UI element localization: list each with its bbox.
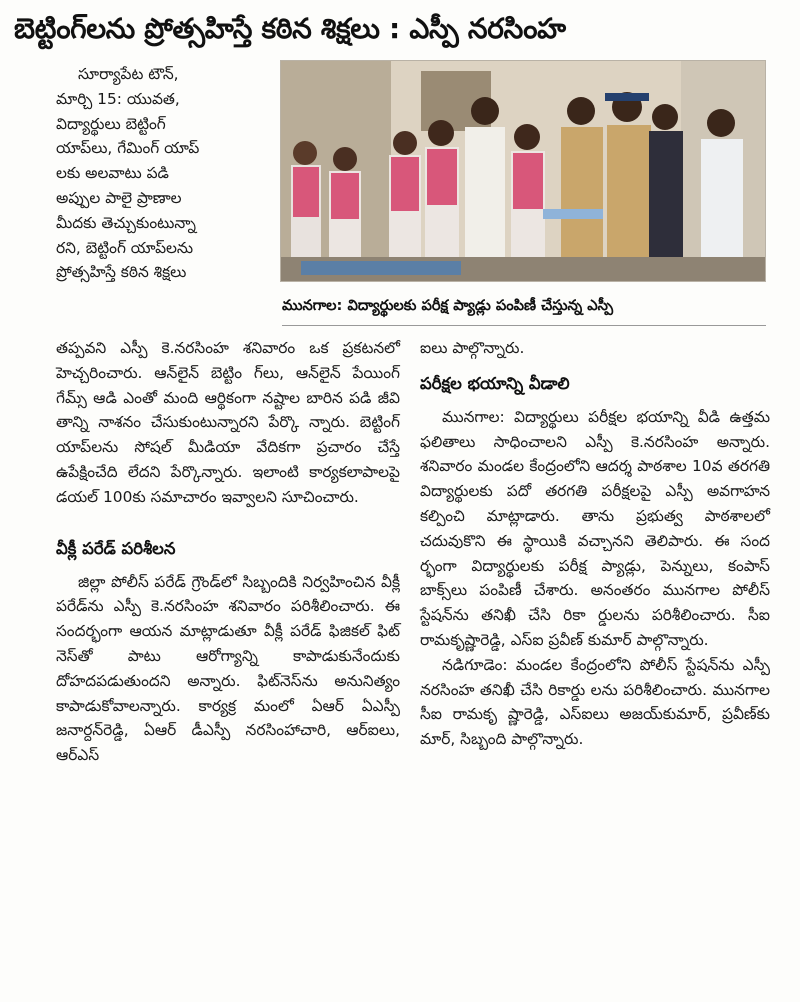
news-photo: [280, 60, 766, 282]
left-column: [56, 336, 400, 768]
story2-body: జిల్లా పోలీస్ పరేడ్ గ్రౌండ్‌లో సిబ్బందికి నిర్వహించిన వీక్లీ పరేడ్‌ను ఎస్పీ కె.నరసింహ శనివారం పరిశీలించారు. ఈ సందర్భంగా ఆయన మాట్లాడుతూ వీక్లీ పరేడ్ ఫిజికల్ ఫిట్ నెస్‌తో పాటు ఆరోగ్యాన్ని కాపాడుకునేందుకు దోహదపడుతుందని అన్నారు. ఫిట్‌నెస్‌ను అనునిత్యం కాపాడుకోవాలన్నారు. కార్యక్ర మంలో ఏఆర్ ఏఎస్పీ జనార్దన్‌రెడ్డి, ఏఆర్ డీఎస్పీ నరసింహాచారి, ఆర్‌ఐలు, ఆర్ఎస్: [56, 572, 400, 765]
story1-line: యాప్‌లు, గేమింగ్ యాప్: [56, 139, 200, 158]
story2-continued: ఐలు పాల్గొన్నారు.: [420, 339, 525, 357]
story3-title: పరీక్షల భయాన్ని వీడాలి: [420, 373, 570, 393]
story3-para-2: నడిగూడెం: మండల కేంద్రంలోని పోలీస్ స్టేషన్‌ను ఎస్పీ నరసింహ తనిఖీ చేసి రికార్డు లను పరిశీలించారు. మునగాల సీఐ రామకృ ష్ణారెడ్డి, ఎస్ఐలు అజయ్‌కుమార్, ప్రవీణ్‌కు మార్, సిబ్బంది పాల్గొన్నారు.: [420, 655, 770, 749]
story1-line: మార్చి 15: యువత,: [56, 89, 180, 108]
story1-line: సూర్యాపేట టౌన్,: [78, 65, 179, 83]
story2-title: వీక్లీ పరేడ్ పరిశీలన: [56, 538, 176, 558]
photo-caption: మునగాల: విద్యార్థులకు పరీక్ష ప్యాడ్లు పంపిణీ చేస్తున్న ఎస్పీ: [282, 286, 766, 326]
story1-body: తప్పవని ఎస్పీ కె.నరసింహ శనివారం ఒక ప్రకటనలో హెచ్చరించారు. ఆన్‌లైన్ బెట్టిం గ్‌లు, ఆన్‌లైన్ పేయింగ్ గేమ్స్ ఆడి ఎంతో మంది ఆర్థికంగా నష్టాల బారిన పడి జీవి తాన్ని నాశనం చేసుకుంటున్నారని పేర్కొ న్నారు. బెట్టింగ్ యాప్‌లను సోషల్ మీడియా వేదికగా ప్రచారం చేస్తే ఉపేక్షించేది లేదని పేర్కొన్నారు. ఇలాంటి కార్యకలాపాలపై డయల్ 100కు సమాచారం ఇవ్వాలని సూచించారు.: [56, 339, 400, 506]
story1-line: విద్యార్థులు బెట్టింగ్: [56, 114, 166, 133]
story1-line: రని, బెట్టింగ్ యాప్‌లను: [56, 238, 194, 257]
story1-line: లకు అలవాటు పడి: [56, 164, 169, 183]
story1-line: అప్పుల పాలై ప్రాణాల: [56, 188, 182, 207]
story1-line: మీదకు తెచ్చుకుంటున్నా: [56, 213, 196, 232]
right-column: [420, 336, 770, 752]
story3-para-1: మునగాల: విద్యార్థులు పరీక్షల భయాన్ని వీడి ఉత్తమ ఫలితాలు సాధించాలని ఎస్పీ కె.నరసింహ అన్నారు. శనివారం మండల కేంద్రంలోని ఆదర్శ పాఠశాల 10వ తరగతి విద్యార్థులకు పదో తరగతి పరీక్షలపై ఎస్పీ అవగాహన కల్పించి మాట్లాడారు. తాను ప్రభుత్వ పాఠశాలలో చదువుకొని ఈ స్థాయికి వచ్చానని తెలిపారు. ఈ సంద ర్భంగా విద్యార్థులకు పరీక్ష ప్యాడ్లు, పెన్నులు, కంపాస్ బాక్స్‌లు పంపిణీ చేశారు. అనంతరం మునగాల పోలీస్ స్టేషన్‌ను తనిఖీ చేసి రికా ర్డులను పరిశీలించారు. సీఐ రామకృష్ణారెడ్డి, ఎస్ఐ ప్రవీణ్ కుమార్ పాల్గొన్నారు.: [420, 407, 770, 649]
news-photo-illustration: [281, 61, 766, 282]
headline: బెట్టింగ్‌లను ప్రోత్సహిస్తే కఠిన శిక్షలు : ఎస్పీ నరసింహ: [14, 12, 566, 45]
story1-line: ప్రోత్సహిస్తే కఠిన శిక్షలు: [56, 263, 187, 282]
story1-lead-column: [56, 62, 272, 285]
